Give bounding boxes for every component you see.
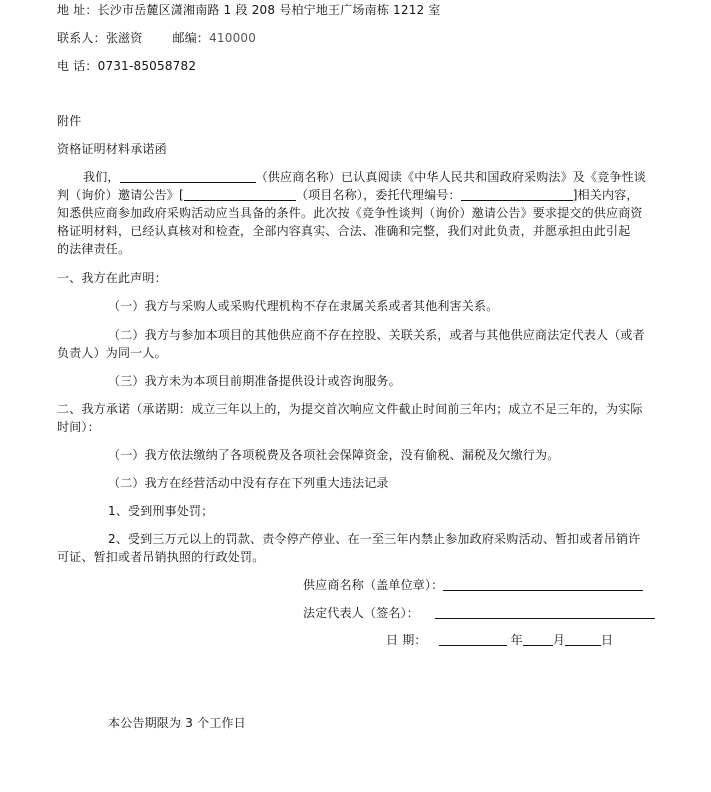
address-label: 地 址： [57,3,98,17]
declaration-item: （三）我方未为本项目前期准备提供设计或咨询服务。 [108,374,401,388]
supplier-seal-label: 供应商名称（盖单位章）： [303,578,444,592]
address-value: 长沙市岳麓区潇湘南路 1 段 208 号柏宁地王广场南栋 1212 室 [97,3,441,17]
commitment-item: （一）我方依法缴纳了各项税费及各项社会保障资金，没有偷税、漏税及欠缴行为。 [108,448,560,462]
violation-item: 1、受到刑事处罚； [108,504,214,518]
section-heading: 二、我方承诺（承诺期：成立三年以上的，为提交首次响应文件截止时间前三年内；成立不足三年的，为实际 [57,402,643,416]
commitment-item: （二）我方在经营活动中没有存在下列重大违法记录 [108,476,389,490]
document-title: 资格证明材料承诺函 [57,142,167,156]
address-line [57,2,441,18]
phone-line [57,58,196,74]
phone-value: 0731-85058782 [97,59,197,73]
supplier-seal-line [303,577,643,593]
intro-text: 我们， [83,170,120,184]
announcement-period-note: 本公告期限为 3 个工作日 [108,716,246,730]
violation-item: 2、受到三万元以上的罚款、责令停产停业、在一至三年内禁止参加政府采购活动、暂扣或者吊销许 [108,532,641,546]
supplier-seal-blank[interactable] [443,577,643,591]
section-heading-cont: 时间）： [57,420,100,434]
day-label: 日 [601,633,614,647]
intro-text: 知悉供应商参加政府采购活动应当具备的条件。此次按《竞争性谈判（询价）邀请公告》要求提交的供应商资 [57,206,643,220]
phone-label: 电 话： [57,59,98,73]
year-label: 年 [510,633,523,647]
intro-text: 的法律责任。 [57,242,131,256]
declaration-item: （二）我方与参加本项目的其他供应商不存在控股、关联关系，或者与其他供应商法定代表人（或者 [108,328,645,342]
supplier-name-blank[interactable] [120,169,256,183]
project-name-blank[interactable] [184,187,296,201]
intro-text: 格证明材料，已经认真核对和检查，全部内容真实、合法、准确和完整，我们对此负责，并愿承担由此引起 [57,224,631,238]
legal-rep-label: 法定代表人（签名）： [303,606,420,620]
legal-rep-line [303,605,655,621]
year-blank[interactable] [439,632,507,646]
day-blank[interactable] [565,632,601,646]
contact-line [57,30,256,46]
postcode-label: 邮编： [172,31,210,45]
intro-text: （项目名称），委托代理编号： [295,188,461,202]
declaration-item-cont: 负责人）为同一人。 [57,346,167,360]
legal-rep-blank[interactable] [435,605,655,619]
declaration-item: （一）我方与采购人或采购代理机构不存在隶属关系或者其他利害关系。 [108,299,499,313]
contact-label: 联系人： [57,31,106,45]
attachment-label: 附件 [57,114,82,128]
intro-text: 判（询价）邀请公告》[ [57,188,184,202]
month-blank[interactable] [523,632,553,646]
date-line [386,632,613,648]
violation-item-cont: 可证、暂扣或者吊销执照的行政处罚。 [57,550,265,564]
intro-text: ]相关内容， [572,188,639,202]
intro-text: （供应商名称）已认真阅读《中华人民共和国政府采购法》及《竞争性谈 [255,170,647,184]
agency-number-blank[interactable] [461,187,573,201]
contact-name: 张滋资 [105,31,143,45]
date-label: 日 期： [386,633,427,647]
section-heading: 一、我方在此声明： [57,271,167,285]
month-label: 月 [552,633,566,647]
postcode-value: 410000 [209,31,257,45]
